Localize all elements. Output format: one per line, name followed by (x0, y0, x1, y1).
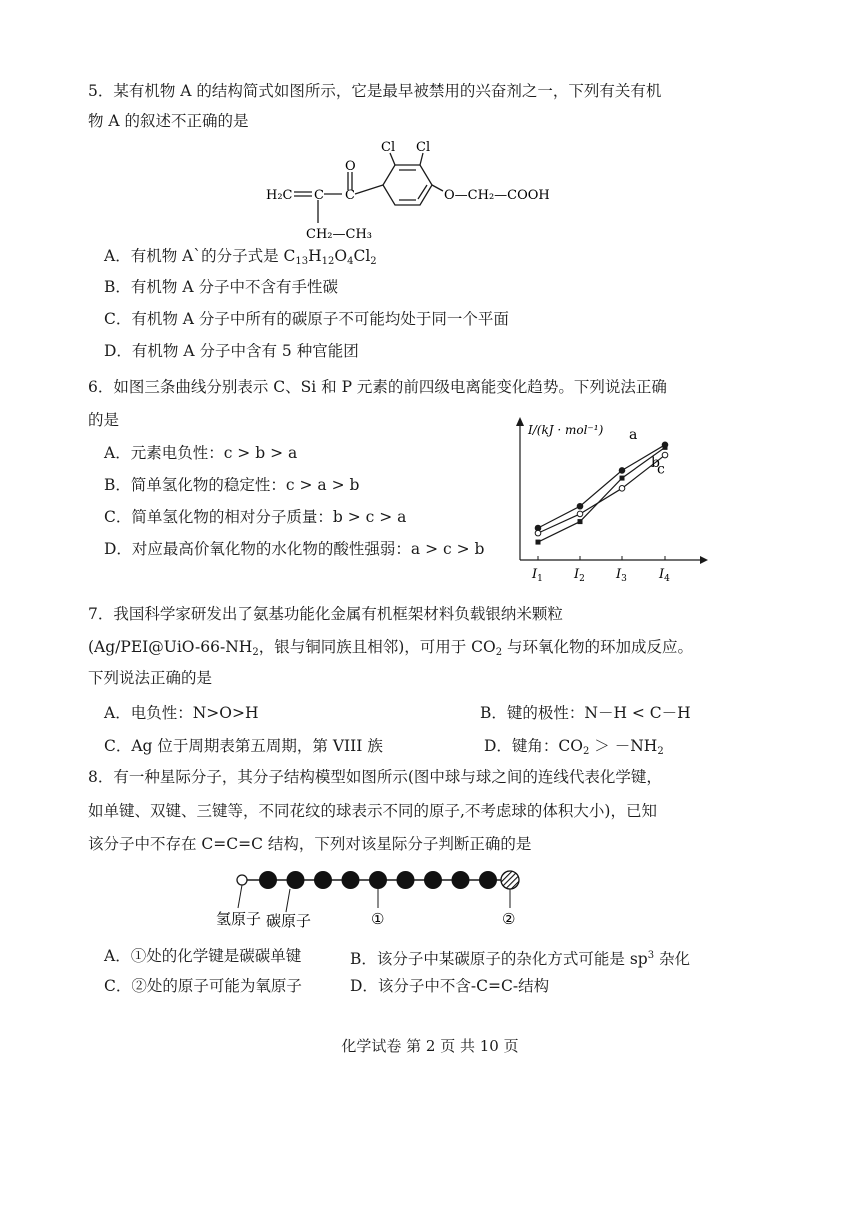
x-axis-arrow (700, 556, 708, 564)
q7-option-d: D．键角：$CO_2 > -NH_2$ (484, 737, 664, 757)
q7-stem-line2: ($Ag/PEI@UiO-66-NH_2$，银与铜同族且相邻)，可用于 $CO_2$ 与环氧化物的环加成反应。 (88, 638, 694, 658)
q6-ionization-chart (510, 412, 715, 592)
q8-stem-line1: 8．有一种星际分子，其分子结构模型如图所示(图中球与球之间的连线代表化学键， (88, 768, 662, 786)
q7-stem-line3: 下列说法正确的是 (88, 669, 213, 687)
carbon-atom (287, 871, 305, 889)
x-tick-label-I2: $I_2$ (574, 567, 585, 584)
q5-stem-line2: 物 A 的叙述不正确的是 (88, 112, 249, 130)
hydrogen-atom (237, 875, 247, 885)
q8-option-a: A．①处的化学键是碳碳单键 (104, 947, 302, 965)
series-b-point-I4 (662, 452, 668, 458)
series-label-a: a (629, 426, 638, 443)
ethyl-label: CH₂—CH₃ (306, 227, 372, 242)
carbon-atom (397, 871, 415, 889)
marker-2-label: ② (502, 910, 516, 928)
cl-label-1: Cl (381, 140, 396, 155)
q5-structure-diagram (260, 135, 580, 250)
marker-1-label: ① (371, 910, 385, 928)
series-b-point-I1 (535, 530, 541, 536)
cl-label-2: Cl (416, 140, 431, 155)
x-tick-label-I3: $I_3$ (616, 567, 627, 584)
q5-option-a: A．有机物 A`的分子式是 $C_{13}H_{12}O_4Cl_2$ (104, 247, 377, 267)
page-footer: 化学试卷 第 2 页 共 10 页 (341, 1037, 519, 1055)
carbon-atom (314, 871, 332, 889)
q8-molecule-diagram (200, 860, 560, 935)
series-a-point-I2 (577, 503, 583, 509)
q5-option-c: C．有机物 A 分子中所有的碳原子不可能均处于同一个平面 (104, 310, 509, 328)
carbon-atom (369, 871, 387, 889)
q6-option-d: D．对应最高价氧化物的水化物的酸性强弱：a > c > b (104, 540, 485, 558)
x-tick-label-I1: $I_1$ (532, 567, 543, 584)
q6-stem-line2: 的是 (88, 411, 120, 429)
series-c-point-I4 (663, 445, 668, 450)
series-b-point-I2 (577, 511, 583, 517)
h2c-label: H₂C (266, 188, 293, 203)
carbon-label: 碳原子 (266, 912, 312, 930)
series-a-point-I3 (619, 468, 625, 474)
carbon-atom (424, 871, 442, 889)
q8-option-d: D．该分子中不含-C=C-结构 (350, 977, 550, 995)
x-tick-label-I4: $I_4$ (659, 567, 670, 584)
carbon-atom (342, 871, 360, 889)
series-line-a (538, 445, 665, 528)
carbon-atom (452, 871, 470, 889)
series-c-point-I1 (536, 540, 541, 545)
q6-option-b: B．简单氢化物的稳定性：c > a > b (104, 476, 360, 494)
series-c-point-I2 (578, 519, 583, 524)
series-label-b: b (651, 455, 660, 472)
q8-option-b: B．该分子中某碳原子的杂化方式可能是 $sp^3$ 杂化 (350, 950, 691, 968)
q8-option-c: C．②处的原子可能为氧原子 (104, 977, 302, 995)
q8-stem-line2: 如单键、双键、三键等，不同花纹的球表示不同的原子,不考虑球的体积大小)，已知 (88, 802, 657, 820)
q7-option-c: C．Ag 位于周期表第五周期，第 VIII 族 (104, 737, 383, 755)
series-c-point-I3 (620, 476, 625, 481)
series-line-c (538, 447, 665, 542)
benzene-ring (383, 165, 432, 205)
q6-stem-line1: 6．如图三条曲线分别表示 C、Si 和 P 元素的前四级电离能变化趋势。下列说法正确 (88, 378, 667, 396)
alkene-c-label: C (314, 188, 324, 203)
series-label-c: c (657, 461, 665, 478)
q8-stem-line3: 该分子中不存在 C=C=C 结构，下列对该星际分子判断正确的是 (88, 835, 532, 853)
ether-chain-label: O—CH₂—COOH (444, 188, 550, 203)
y-axis-label: I/(kJ · mol⁻¹) (528, 423, 604, 437)
carbonyl-o-label: O (345, 159, 356, 174)
series-line-b (538, 455, 665, 533)
q7-stem-line1: 7．我国科学家研发出了氨基功能化金属有机框架材料负载银纳米颗粒 (88, 605, 563, 623)
carbon-atom (259, 871, 277, 889)
q7-option-a: A．电负性：N>O>H (104, 704, 259, 722)
q7-option-b: B．键的极性：N－H < C－H (480, 704, 691, 722)
q5-stem-line1: 5．某有机物 A 的结构简式如图所示，它是最早被禁用的兴奋剂之一，下列有关有机 (88, 82, 662, 100)
q5-option-b: B．有机物 A 分子中不含有手性碳 (104, 278, 338, 296)
q5-option-d: D．有机物 A 分子中含有 5 种官能团 (104, 342, 359, 360)
carbonyl-c-label: C (345, 188, 355, 203)
carbon-atom (479, 871, 497, 889)
q6-option-a: A．元素电负性：c > b > a (104, 444, 298, 462)
hatched-atom (501, 871, 519, 889)
y-axis-arrow (516, 417, 524, 426)
q6-option-c: C．简单氢化物的相对分子质量：b > c > a (104, 508, 407, 526)
hydrogen-label: 氢原子 (216, 910, 262, 928)
series-b-point-I3 (619, 486, 625, 492)
